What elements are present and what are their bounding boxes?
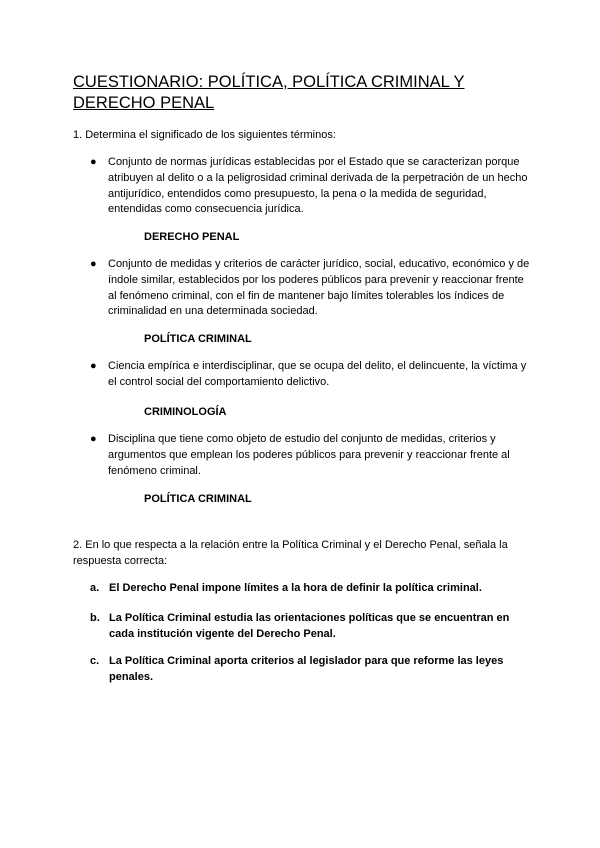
definition-answer: POLÍTICA CRIMINAL [144, 493, 252, 505]
answer-option-c [90, 653, 530, 685]
question-2-prompt: 2. En lo que respecta a la relación entre la Política Criminal y el Derecho Penal, señala la respuesta correcta: [73, 539, 508, 567]
definition-answer: POLÍTICA CRIMINAL [144, 333, 252, 345]
question-1-prompt: 1. Determina el significado de los siguientes términos: [73, 129, 336, 141]
definition-text: Conjunto de medidas y criterios de carácter jurídico, social, educativo, económico y de índole similar, establecidos por los poderes públicos para prevenir y reaccionar frente al fenómeno criminal, con el fin de mantener bajo límites tolerables los índices de criminalidad en una determinada sociedad. [108, 258, 530, 318]
definition-item [90, 257, 530, 320]
option-text: El Derecho Penal impone límites a la hora de definir la política criminal. [109, 582, 482, 594]
option-letter: b. [90, 612, 100, 624]
answer-option-a [90, 580, 530, 596]
option-text: La Política Criminal aporta criterios al legislador para que reforme las leyes penales. [109, 655, 504, 683]
definition-text: Conjunto de normas jurídicas establecidas por el Estado que se caracterizan porque atribuyen al delito o a la peligrosidad criminal derivada de la perpetración de un hecho antijurídico, entendidos como presupuesto, la pena o la medida de seguridad, entendidas como consecuencia jurídica. [108, 156, 528, 216]
bullet-icon: ● [90, 433, 97, 445]
bullet-icon: ● [90, 156, 97, 168]
page-title: CUESTIONARIO: POLÍTICA, POLÍTICA CRIMINAL Y DERECHO PENAL [73, 73, 465, 112]
bullet-icon: ● [90, 258, 97, 270]
definition-text: Disciplina que tiene como objeto de estudio del conjunto de medidas, criterios y argumentos que emplean los poderes públicos para prevenir y reaccionar frente al fenómeno criminal. [108, 433, 510, 477]
definition-text: Ciencia empírica e interdisciplinar, que se ocupa del delito, el delincuente, la víctima y el control social del comportamiento delictivo. [108, 360, 527, 388]
option-letter: c. [90, 655, 100, 667]
definition-item [90, 359, 530, 391]
option-text: La Política Criminal estudia las orientaciones políticas que se encuentran en cada institución vigente del Derecho Penal. [109, 612, 510, 640]
definition-answer: DERECHO PENAL [144, 231, 240, 243]
definition-item [90, 155, 530, 218]
definition-answer: CRIMINOLOGÍA [144, 406, 227, 418]
bullet-icon: ● [90, 360, 97, 372]
definition-item [90, 432, 530, 479]
answer-option-b [90, 610, 530, 642]
option-letter: a. [90, 582, 100, 594]
